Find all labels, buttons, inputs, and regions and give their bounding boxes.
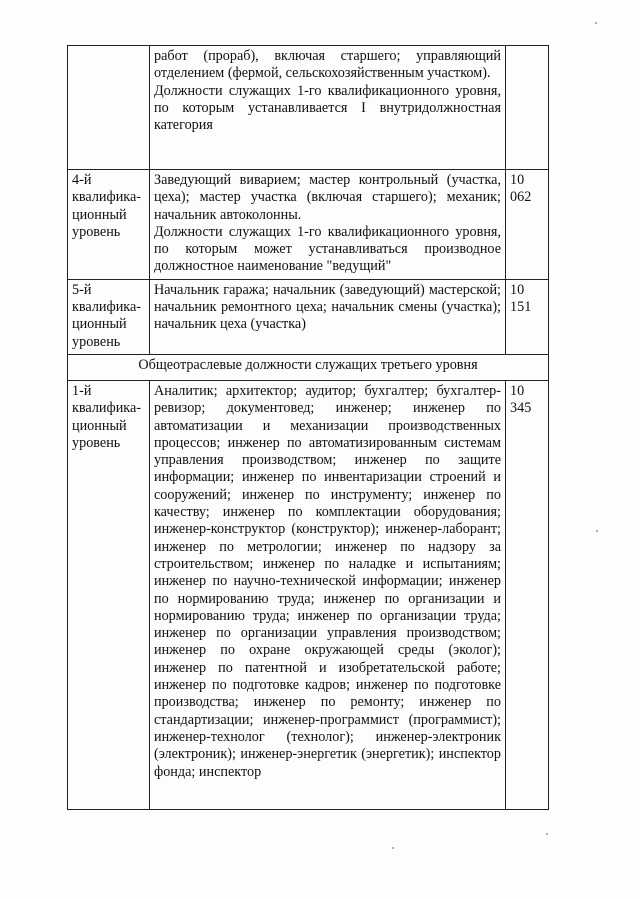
description-cell bbox=[150, 279, 506, 354]
description-paragraph: Должности служащих 1-го квалификационного уровня, по которым устанавливается I внутридолжностная категория bbox=[154, 82, 501, 134]
section-heading: Общеотраслевые должности служащих третьего уровня bbox=[68, 354, 549, 380]
qualification-table bbox=[67, 45, 549, 810]
scan-speck bbox=[546, 833, 548, 835]
description-paragraph: работ (прораб), включая старшего; управляющий отделением (фермой, сельскохозяйственным участком). bbox=[154, 48, 501, 82]
description-cell bbox=[150, 170, 506, 280]
scan-speck bbox=[392, 847, 394, 849]
salary-cell: 10 345 bbox=[506, 380, 549, 809]
table-row bbox=[68, 380, 549, 809]
description-paragraph: Начальник гаража; начальник (заведующий) мастерской; начальник ремонтного цеха; начальник смены (участка); начальник цеха (участка) bbox=[154, 281, 501, 333]
salary-cell: 10 151 bbox=[506, 279, 549, 354]
level-cell: 4-й квалифика-ционный уровень bbox=[68, 170, 150, 280]
salary-cell: 10 062 bbox=[506, 170, 549, 280]
level-cell bbox=[68, 46, 150, 170]
description-paragraph: Должности служащих 1-го квалификационного уровня, по которым может устанавливаться производное должностное наименование "ведущий" bbox=[154, 223, 501, 275]
description-cell: Аналитик; архитектор; аудитор; бухгалтер; бухгалтер-ревизор; документовед; инженер; инженер по автоматизации и механизации производственных процессов; инженер по автоматизированным системам управления производством; инженер по защите информации; инженер по инвентаризации строений и сооружений; инженер по инструменту; инженер по качеству; инженер по комплектации оборудования; инженер-конструктор (конструктор); инженер-лаборант; инженер по метрологии; инженер по надзору за строительством; инженер по наладке и испытаниям; инженер по научно-технической информации; инженер по нормированию труда; инженер по организации и нормированию труда; инженер по организации труда; инженер по организации управления производством; инженер по охране окружающей среды (эколог); инженер по патентной и изобретательской работе; инженер по подготовке кадров; инженер по подготовке производства; инженер по ремонту; инженер по стандартизации; инженер-программист (программист); инженер-технолог (технолог); инженер-электроник (электроник); инженер-энергетик (энергетик); инспектор фонда; инспектор bbox=[150, 380, 506, 809]
table-row bbox=[68, 46, 549, 170]
scan-speck bbox=[596, 530, 598, 532]
scan-speck bbox=[595, 22, 597, 24]
section-heading-row bbox=[68, 354, 549, 380]
description-cell bbox=[150, 46, 506, 170]
description-paragraph: Заведующий виварием; мастер контрольный (участка, цеха); мастер участка (включая старшего); механик; начальник автоколонны. bbox=[154, 172, 501, 223]
table-row bbox=[68, 279, 549, 354]
salary-cell bbox=[506, 46, 549, 170]
table-row bbox=[68, 170, 549, 280]
level-cell: 5-й квалифика-ционный уровень bbox=[68, 279, 150, 354]
level-cell: 1-й квалифика-ционный уровень bbox=[68, 380, 150, 809]
